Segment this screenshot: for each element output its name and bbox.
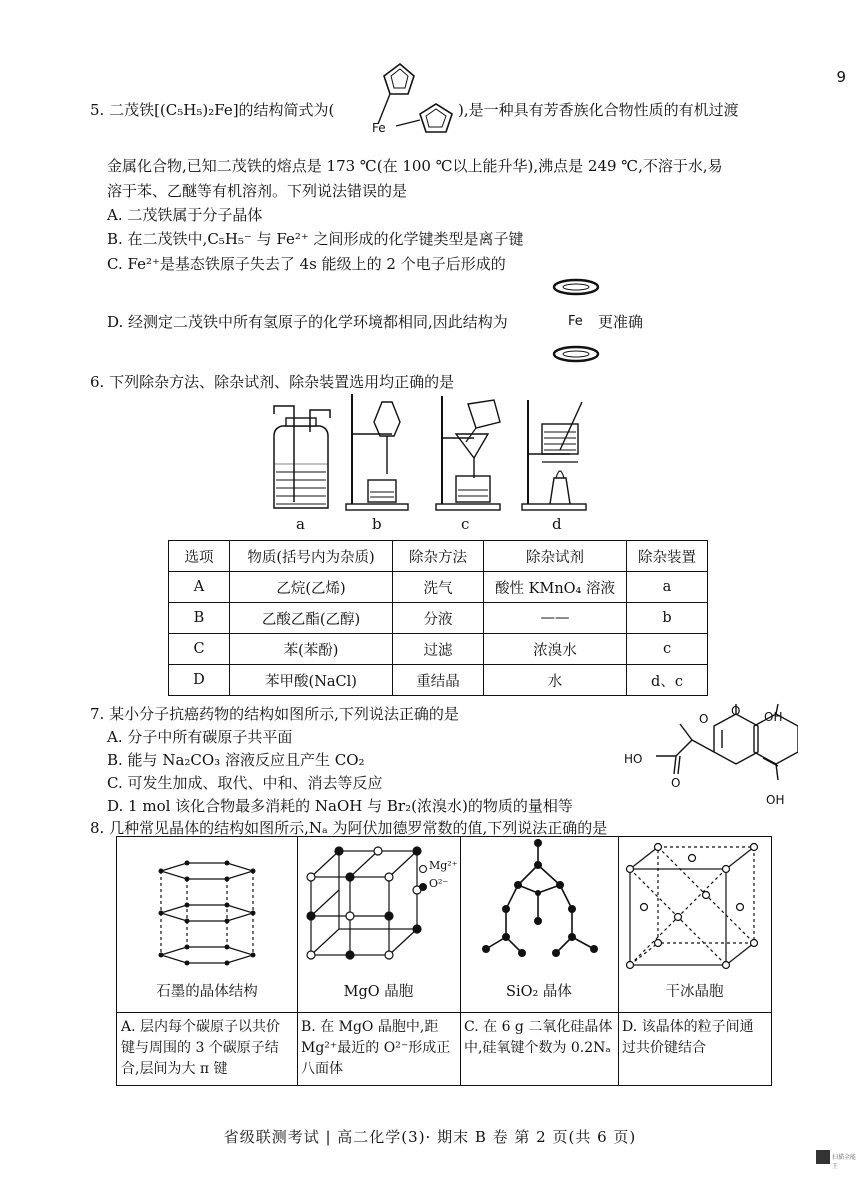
table-cell: 苯(苯酚) (230, 634, 393, 665)
graphite-structure (117, 837, 297, 977)
caption-dry-ice: 干冰晶胞 (665, 984, 724, 1000)
table-header: 除杂装置 (627, 541, 708, 572)
sio2-cell (460, 837, 619, 1012)
q5-option-b: B. 在二茂铁中,C₅H₅⁻ 与 Fe²⁺ 之间形成的化学键类型是离子键 (107, 230, 524, 248)
mol-acid-oxygen: O (671, 776, 681, 790)
q5-option-c: C. Fe²⁺是基态铁原子失去了 4s 能级上的 2 个电子后形成的 (107, 255, 506, 273)
table-row (169, 572, 708, 603)
answer-row (117, 1012, 771, 1086)
qr-code-icon (816, 1150, 830, 1164)
table-header: 物质(括号内为杂质) (230, 541, 393, 572)
sio2-structure (460, 837, 618, 977)
mol-oh-bottom: OH (766, 793, 785, 807)
apparatus-label-c: c (461, 515, 470, 533)
dry-ice-cell (618, 837, 771, 1012)
page-footer: 省级联测考试 | 高二化学(3)· 期末 B 卷 第 2 页(共 6 页) (223, 1128, 637, 1146)
answer-b: B. 在 MgO 晶胞中,距 Mg²⁺最近的 O²⁻形成正八面体 (301, 1019, 451, 1077)
answer-c: C. 在 6 g 二氧化硅晶体中,硅氧键个数为 0.2Nₐ (464, 1019, 613, 1056)
table-header: 除杂方法 (393, 541, 484, 572)
q7-option-b: B. 能与 Na₂CO₃ 溶液反应且产生 CO₂ (107, 751, 365, 769)
table-cell: 浓溴水 (484, 634, 627, 665)
legend-o: O²⁻ (429, 877, 449, 890)
apparatus-d-heating (522, 400, 586, 510)
scanner-watermark: 扫描全能王 (832, 1154, 857, 1170)
apparatus-label-a: a (296, 515, 305, 533)
answer-a: A. 层内每个碳原子以共价键与周围的 3 个碳原子结合,层间为大 π 键 (121, 1019, 281, 1077)
purification-table (168, 540, 708, 696)
table-row (169, 603, 708, 634)
crystal-structures-grid (116, 836, 772, 1086)
mol-ring-oxygen: O (699, 712, 709, 726)
table-header-row (169, 541, 708, 572)
q7-stem: 7. 某小分子抗癌药物的结构如图所示,下列说法正确的是 (90, 705, 459, 723)
table-header: 选项 (169, 541, 230, 572)
table-cell: D (169, 665, 230, 696)
table-cell: B (169, 603, 230, 634)
caption-sio2: SiO₂ 晶体 (506, 984, 572, 1000)
table-cell: 分液 (393, 603, 484, 634)
mol-oh-top: OH (764, 710, 783, 724)
q8-stem: 8. 几种常见晶体的结构如图所示,Nₐ 为阿伏加德罗常数的值,下列说法正确的是 (90, 819, 608, 837)
table-cell: b (627, 603, 708, 634)
q5-option-d-suffix: 更准确 (598, 313, 644, 331)
table-row (169, 634, 708, 665)
caption-mgo: MgO 晶胞 (343, 984, 414, 1000)
table-cell: c (627, 634, 708, 665)
ferrocene-fe-label: Fe (372, 121, 386, 135)
mol-acid-ho: HO (624, 752, 643, 766)
table-cell: C (169, 634, 230, 665)
sandwich-fe-label: Fe (568, 314, 583, 329)
q5-stem-c: 金属化合物,已知二茂铁的熔点是 173 ℃(在 100 ℃以上能升华),沸点是 249 ℃,不溶于水,易 (107, 157, 723, 175)
dry-ice-structure (618, 837, 771, 977)
q5-option-d: D. 经测定二茂铁中所有氢原子的化学环境都相同,因此结构为 (107, 313, 508, 331)
table-cell: 水 (484, 665, 627, 696)
legend-mg: Mg²⁺ (429, 859, 458, 872)
apparatus-a-wash-bottle (274, 406, 330, 508)
table-cell: 乙烷(乙烯) (230, 572, 393, 603)
table-cell: 苯甲酸(NaCl) (230, 665, 393, 696)
apparatus-label-d: d (552, 515, 562, 533)
table-row (169, 665, 708, 696)
q5-option-a: A. 二茂铁属于分子晶体 (107, 206, 263, 224)
mol-keto-oxygen: O (731, 704, 741, 718)
apparatus-label-b: b (372, 515, 382, 533)
table-cell: 重结晶 (393, 665, 484, 696)
table-header: 除杂试剂 (484, 541, 627, 572)
q7-option-c: C. 可发生加成、取代、中和、消去等反应 (107, 774, 383, 792)
q5-stem-a: 5. 二茂铁[(C₅H₅)₂Fe]的结构简式为( (90, 101, 335, 119)
table-cell: a (627, 572, 708, 603)
graphite-cell (117, 837, 298, 1012)
q7-option-d: D. 1 mol 该化合物最多消耗的 NaOH 与 Br₂(浓溴水)的物质的量相等 (107, 797, 573, 815)
table-cell: A (169, 572, 230, 603)
table-cell: 过滤 (393, 634, 484, 665)
mgo-cell (297, 837, 461, 1012)
table-cell: 洗气 (393, 572, 484, 603)
page-number: 9 (836, 68, 846, 86)
table-cell: 乙酸乙酯(乙醇) (230, 603, 393, 634)
table-cell: —— (484, 603, 627, 634)
q6-stem: 6. 下列除杂方法、除杂试剂、除杂装置选用均正确的是 (90, 373, 455, 391)
apparatus-figure (260, 392, 620, 514)
q5-stem-d: 溶于苯、乙醚等有机溶剂。下列说法错误的是 (107, 182, 408, 200)
table-cell: d、c (627, 665, 708, 696)
apparatus-c-filtration (436, 396, 500, 510)
apparatus-b-separatory-funnel (346, 394, 408, 510)
mgo-structure (297, 837, 460, 977)
caption-graphite: 石墨的晶体结构 (156, 984, 258, 1000)
table-cell: 酸性 KMnO₄ 溶液 (484, 572, 627, 603)
answer-d: D. 该晶体的粒子间通过共价键结合 (622, 1019, 754, 1056)
q7-option-a: A. 分子中所有碳原子共平面 (107, 728, 293, 746)
q5-stem-b: ),是一种具有芳香族化合物性质的有机过渡 (458, 101, 739, 119)
